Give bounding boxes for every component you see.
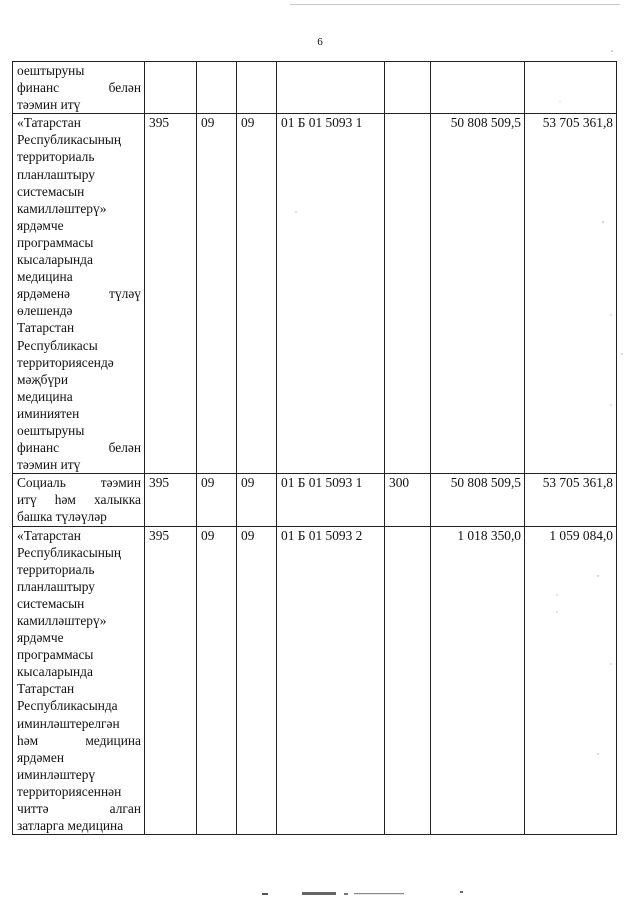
item-name-line: Республикасы bbox=[17, 337, 98, 353]
item-name-line: иминиятен bbox=[17, 405, 80, 421]
item-name-line: системасын bbox=[17, 183, 85, 199]
item-name-line: Социаль тәэмин bbox=[17, 475, 141, 491]
item-name-line: «Татарстан bbox=[17, 115, 81, 131]
amount-2021-cell: 50 808 509,5 bbox=[431, 114, 525, 474]
item-name-line: затларга медицина bbox=[17, 818, 124, 834]
item-name-line: ярдәмен bbox=[17, 749, 65, 765]
item-name-line: Татарстан bbox=[17, 681, 75, 697]
item-name-line: ярдәмче bbox=[17, 217, 64, 233]
item-name-line: камилләштерү» bbox=[17, 200, 107, 216]
target-article-cell: 01 Б 01 5093 1 bbox=[277, 474, 385, 526]
item-name-line: итү һәм халыкка bbox=[17, 492, 141, 508]
item-name-line: иминләштерү bbox=[17, 766, 96, 782]
item-name-line: системасын bbox=[17, 595, 85, 611]
subsection-code-cell: 09 bbox=[237, 526, 277, 835]
item-name-line: оештыруны bbox=[17, 63, 85, 78]
item-name-line: Республикасының bbox=[17, 132, 122, 148]
item-name-line: планлаштыру bbox=[17, 578, 95, 594]
item-name-line: ярдәменә түләү bbox=[17, 286, 141, 302]
item-name-line: оештыруны bbox=[17, 422, 85, 438]
bottom-smudge bbox=[262, 891, 472, 897]
amount-2022-cell: 1 059 084,0 bbox=[525, 526, 617, 835]
expense-type-cell: 300 bbox=[385, 474, 431, 526]
item-name-line: камилләштерү» bbox=[17, 613, 107, 628]
subsection-code-cell: 09 bbox=[237, 474, 277, 526]
item-name-line: финанс белән bbox=[17, 80, 141, 96]
section-code-cell: 09 bbox=[197, 526, 237, 835]
item-name-line: программасы bbox=[17, 647, 94, 663]
amount-2022-cell: 53 705 361,8 bbox=[525, 114, 617, 474]
ministry-code-cell: 395 bbox=[145, 526, 197, 835]
item-name-line: өлешендә bbox=[17, 303, 73, 319]
item-name-line: Татарстан bbox=[17, 320, 75, 336]
item-name-line: башка түләүләр bbox=[17, 509, 107, 525]
ministry-code-cell: 395 bbox=[145, 114, 197, 474]
item-name-line: Республикасының bbox=[17, 544, 122, 560]
amount-2022-cell: 53 705 361,8 bbox=[525, 474, 617, 526]
item-name-line: «Татарстан bbox=[17, 527, 81, 543]
item-name-line: территориаль bbox=[17, 561, 95, 577]
item-name-line: мәҗбүри bbox=[17, 371, 69, 387]
item-name-line: ярдәмче bbox=[17, 630, 64, 646]
item-name-line: территориясендә bbox=[17, 354, 114, 370]
item-name-line: территориясеннән bbox=[17, 783, 122, 799]
item-name-line: территориаль bbox=[17, 149, 95, 165]
item-name-line: Республикасында bbox=[17, 698, 118, 714]
item-name-line: медицина bbox=[17, 269, 73, 285]
item-name-line: иминләштерелгән bbox=[17, 715, 120, 731]
item-name-line: тәэмин итү bbox=[17, 97, 81, 113]
item-name-line: планлаштыру bbox=[17, 166, 95, 182]
ministry-code-cell: 395 bbox=[145, 474, 197, 526]
target-article-cell: 01 Б 01 5093 1 bbox=[277, 114, 385, 474]
section-code-cell: 09 bbox=[197, 474, 237, 526]
subsection-code-cell: 09 bbox=[237, 114, 277, 474]
target-article-cell: 01 Б 01 5093 2 bbox=[277, 526, 385, 835]
page-number: 6 bbox=[317, 36, 323, 48]
item-name-line: читтә алган bbox=[17, 801, 141, 817]
item-name-line: кысаларында bbox=[17, 252, 93, 268]
section-code-cell: 09 bbox=[197, 114, 237, 474]
item-name-line: программасы bbox=[17, 234, 94, 250]
item-name-line: медицина bbox=[17, 388, 73, 404]
amount-2021-cell: 1 018 350,0 bbox=[431, 526, 525, 835]
item-name-line: финанс белән bbox=[17, 440, 141, 456]
item-name-line: тәэмин итү bbox=[17, 457, 81, 473]
item-name-line: кысаларында bbox=[17, 664, 93, 680]
amount-2021-cell: 50 808 509,5 bbox=[431, 474, 525, 526]
item-name-line: һәм медицина bbox=[17, 732, 141, 748]
